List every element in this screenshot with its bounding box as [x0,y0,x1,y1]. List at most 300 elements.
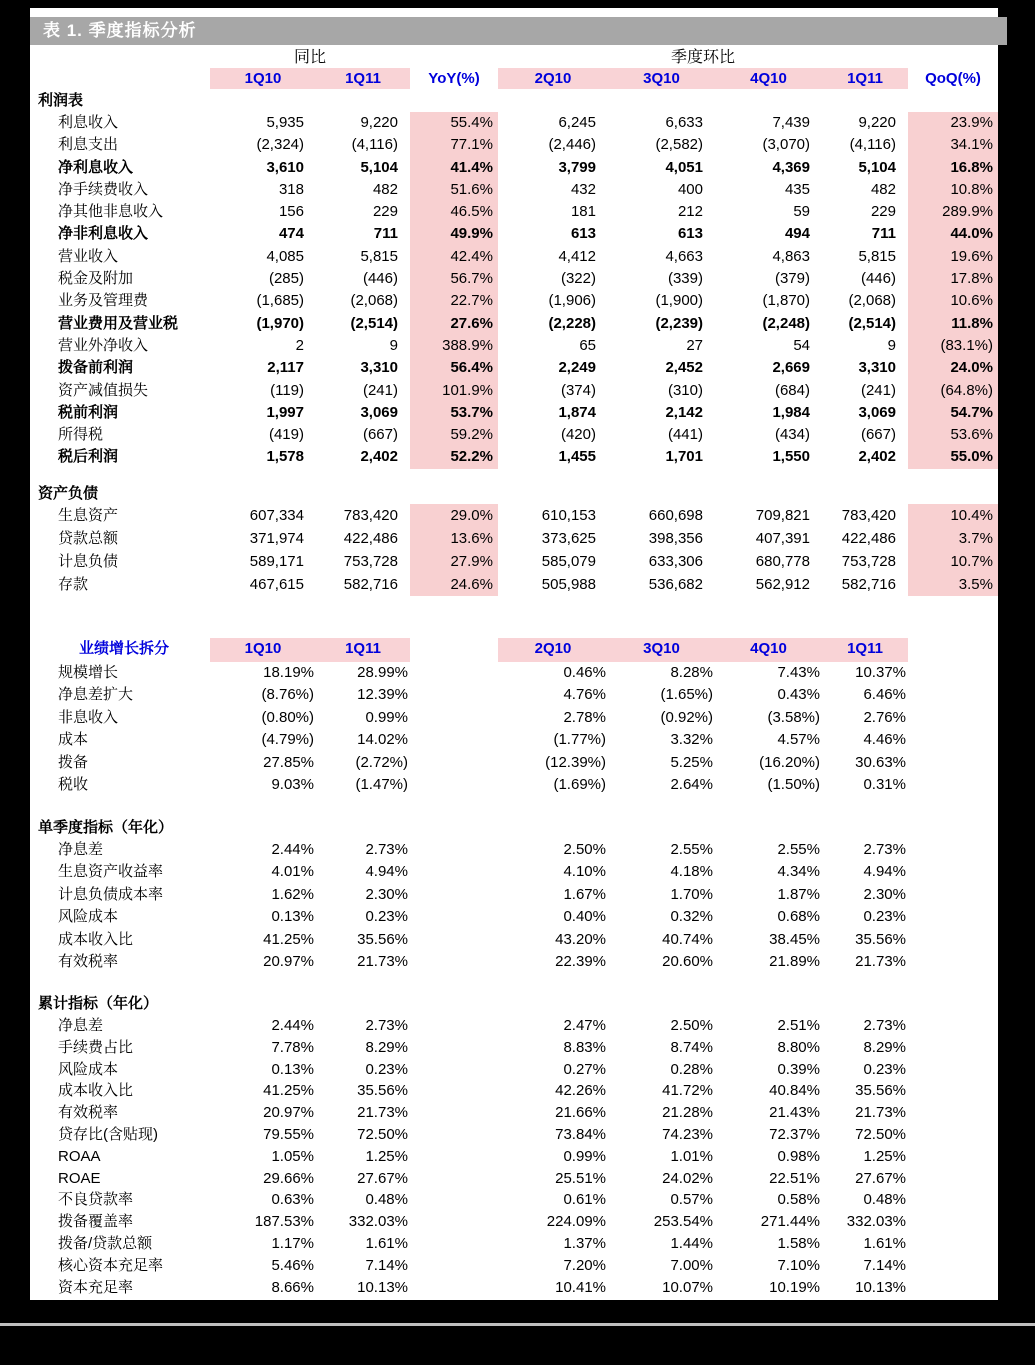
cell: 613 [677,225,703,243]
cell: 156 [278,203,304,221]
cell: 582,716 [343,576,398,593]
cell: 371,974 [249,530,304,547]
row-label: 利息收入 [58,114,119,131]
cell: 1.67% [563,885,606,903]
cell: 49.9% [410,223,498,245]
table-row [30,157,998,179]
cell: 8.29% [863,1038,906,1056]
cell: 4.76% [563,686,606,704]
section-title: 单季度指标（年化） [38,819,174,836]
row-label: 拨备 [58,753,89,771]
section-title: 利润表 [38,92,84,109]
cell: 1.01% [670,1147,713,1165]
cell: 27.85% [263,753,314,771]
cell: 10.13% [855,1278,906,1296]
cell: 72.50% [855,1125,906,1143]
cell: 2.30% [863,885,906,903]
table-row [30,335,998,357]
cell: 2.50% [670,1017,713,1034]
cell: 1.05% [271,1147,314,1165]
cell: 8.80% [777,1038,820,1056]
cell: 7.20% [563,1256,606,1274]
row-label: 成本收入比 [58,930,134,948]
row-label: 贷存比(含贴现) [58,1125,158,1143]
cell: 10.4% [908,504,998,527]
cell [410,729,498,751]
cell: 1,701 [665,448,703,466]
cell: (310) [667,381,703,399]
cell: 4.46% [863,731,906,749]
cell: 432 [570,180,596,198]
cell: 59 [793,203,810,221]
cell: 422,486 [841,530,896,547]
cell [410,662,498,684]
cell: 3,069 [858,403,896,421]
cell: 2,669 [772,359,810,377]
section-title: 资产负债 [38,485,99,502]
cell: 562,912 [755,576,810,593]
cell: 2.73% [365,841,408,858]
cell: (2,239) [655,314,703,332]
cell: 212 [677,203,703,221]
cell: 1,874 [558,403,596,421]
row-label: 税金及附加 [58,270,134,288]
cell: 10.37% [855,664,906,681]
cell: (1,906) [548,292,596,310]
table-row [30,112,998,134]
cell: 0.48% [365,1191,408,1209]
cell [908,1255,998,1277]
cell: 0.23% [863,1060,906,1078]
cell: 8.28% [670,664,713,681]
cell: 46.5% [410,201,498,223]
cell: (322) [560,270,596,288]
cell: 22.39% [555,952,606,970]
cell [410,1146,498,1168]
cell [908,662,998,684]
cell [908,1037,998,1059]
cell [410,752,498,774]
column-header: 4Q10 [715,68,822,89]
cell: 8.83% [563,1038,606,1056]
table-row [30,906,998,928]
cell: 422,486 [343,530,398,547]
cell: 187.53% [254,1213,314,1231]
cell: 2,249 [558,359,596,377]
cell: 332.03% [348,1213,408,1231]
cell: 10.6% [908,290,998,312]
cell: 1.37% [563,1234,606,1252]
cell: 3,799 [558,158,596,176]
cell: 9 [389,336,398,354]
cell: 56.7% [410,268,498,290]
column-header: 1Q10 [210,68,316,89]
section-title: 业绩增长拆分 [78,640,169,657]
row-label: 税前利润 [58,403,119,421]
cell: 1,455 [558,448,596,466]
cell: 8.74% [670,1038,713,1056]
column-header: YoY(%) [428,70,480,87]
cell: 7.00% [670,1256,713,1274]
cell: 0.99% [365,708,408,726]
cell: 101.9% [410,380,498,402]
cell: 1.58% [777,1234,820,1252]
cell: (8.76%) [261,686,314,704]
cell: 0.23% [365,908,408,926]
cell: 4.01% [271,863,314,881]
row-label: 净非利息收入 [58,225,149,243]
cell [908,1015,998,1037]
cell: 27.9% [410,550,498,573]
cell: 25.51% [555,1169,606,1187]
table-row [30,1255,998,1277]
cell: 271.44% [760,1213,820,1231]
cell: 5.25% [670,753,713,771]
cell: 21.73% [855,952,906,970]
cell: (1,870) [762,292,810,310]
cell: (1,970) [256,314,304,332]
cell [908,951,998,973]
cell: 0.39% [777,1060,820,1078]
cell: (4,116) [351,136,398,154]
table-row [30,729,998,751]
table-row [30,179,998,201]
cell: 4,663 [665,247,703,265]
cell: 7.43% [777,664,820,681]
cell: 0.57% [670,1191,713,1209]
cell [410,951,498,973]
table-row [30,1102,998,1124]
table-row [30,1168,998,1190]
cell: 12.39% [357,686,408,704]
row-label: 拨备覆盖率 [58,1213,134,1231]
cell [908,1059,998,1081]
column-header: 1Q11 [316,638,410,662]
row-label: 生息资产 [58,507,119,524]
cell: 24.02% [662,1169,713,1187]
row-label: 所得税 [58,426,104,444]
row-label: 成本 [58,731,89,749]
cell [410,884,498,906]
row-label: 核心资本充足率 [58,1256,164,1274]
cell: 680,778 [755,553,810,570]
cell: 3,310 [360,359,398,377]
cell: 0.61% [563,1191,606,1209]
cell: (83.1%) [908,335,998,357]
cell: 5,104 [360,158,398,176]
column-header-spacer [410,638,498,662]
cell: 0.99% [563,1147,606,1165]
row-label: 存款 [58,576,89,593]
cell: 77.1% [410,134,498,156]
cell: 40.84% [769,1082,820,1100]
cell: 2.73% [863,841,906,858]
table-row [30,929,998,951]
cell: 0.46% [563,664,606,681]
table-row [30,446,998,468]
section-0 [30,90,998,469]
row-label: 净息差 [58,1017,104,1034]
cell: 753,728 [343,553,398,570]
cell: 9 [887,336,896,354]
cell: 29.66% [263,1169,314,1187]
cell: (2,514) [350,314,398,332]
cell: 65 [579,336,596,354]
cell: (2,324) [256,136,304,154]
cell [410,774,498,796]
cell: 21.28% [662,1104,713,1122]
group-header-qoq: 季度环比 [670,49,735,66]
column-header-spacer [908,638,998,662]
cell: 1.61% [365,1234,408,1252]
row-label: 拨备/贷款总额 [58,1234,153,1252]
cell: 4.57% [777,731,820,749]
cell: 2.51% [777,1017,820,1034]
cell: 51.6% [410,179,498,201]
cell: 388.9% [410,335,498,357]
row-label: 税后利润 [58,448,119,466]
cell: 4.18% [670,863,713,881]
row-label: 有效税率 [58,952,119,970]
cell: 2,402 [360,448,398,466]
cell: 56.4% [410,357,498,379]
cell [908,1277,998,1299]
cell: (4.79%) [261,731,314,749]
row-label: 计息负债成本率 [58,885,164,903]
cell: 55.4% [410,112,498,134]
cell: 613 [570,225,596,243]
table-row [30,223,998,245]
cell: 400 [677,180,703,198]
table-row [30,357,998,379]
cell [410,1277,498,1299]
cell: 3,310 [858,359,896,377]
cell: 585,079 [541,553,596,570]
cell [908,1233,998,1255]
table-row [30,884,998,906]
cell: 53.6% [908,424,998,446]
cell: 753,728 [841,553,896,570]
cell: (1.69%) [553,775,606,793]
cell: 21.73% [357,952,408,970]
cell: 1.87% [777,885,820,903]
cell: 783,420 [841,507,896,524]
table-row [30,774,998,796]
cell [908,729,998,751]
cell: 1.44% [670,1234,713,1252]
cell: 9,220 [858,114,896,131]
table-row [30,246,998,268]
table-row [30,573,998,596]
cell [410,861,498,883]
section-3 [30,817,998,973]
cell: 1,578 [266,448,304,466]
cell: (2,068) [848,292,896,310]
row-label: 手续费占比 [58,1038,134,1056]
cell: 482 [372,180,398,198]
cell: (446) [860,270,896,288]
row-label: 净其他非息收入 [58,203,164,221]
cell: 0.63% [271,1191,314,1209]
row-label: 有效税率 [58,1104,119,1122]
column-header: 1Q11 [316,68,410,89]
cell: (1,685) [256,292,304,310]
cell: (379) [774,270,810,288]
cell [908,884,998,906]
cell: 35.56% [855,930,906,948]
cell: 27.67% [855,1169,906,1187]
row-label: 非息收入 [58,708,119,726]
cell: (64.8%) [908,380,998,402]
cell: 2,452 [665,359,703,377]
cell [410,1233,498,1255]
cell: 4.94% [863,863,906,881]
cell: 4.94% [365,863,408,881]
row-label: 规模增长 [58,664,119,681]
cell: 38.45% [769,930,820,948]
cell: 224.09% [546,1213,606,1231]
column-header: 3Q10 [608,638,715,662]
cell: 4,051 [665,158,703,176]
cell: 42.26% [555,1082,606,1100]
cell [908,1168,998,1190]
cell: 3.32% [670,731,713,749]
cell: 27.6% [410,313,498,335]
cell: 181 [570,203,596,221]
cell: 19.6% [908,246,998,268]
cell: 1.25% [365,1147,408,1165]
cell: 2,402 [858,448,896,466]
cell: 41.72% [662,1082,713,1100]
cell: (4,116) [849,136,896,154]
row-label: 净息差 [58,841,104,858]
row-label: 净息差扩大 [58,686,134,704]
cell: 1,984 [772,403,810,421]
cell [410,839,498,861]
table-row [30,1211,998,1233]
cell: 0.68% [777,908,820,926]
cell: 21.43% [769,1104,820,1122]
cell: (119) [270,381,304,399]
group-header-yoy: 同比 [293,49,326,66]
table-row [30,504,998,527]
cell: 73.84% [555,1125,606,1143]
cell: 0.43% [777,686,820,704]
cell: 2.47% [563,1017,606,1034]
row-label: 资产减值损失 [58,381,149,399]
cell: 709,821 [755,507,810,524]
cell: 5,815 [858,247,896,265]
cell: 22.7% [410,290,498,312]
cell: (285) [268,270,304,288]
cell: 5.46% [271,1256,314,1274]
column-header: 1Q11 [822,638,908,662]
cell: 17.8% [908,268,998,290]
cell: 20.60% [662,952,713,970]
cell: 4,369 [772,158,810,176]
cell: 435 [784,180,810,198]
group-header-row [30,48,998,68]
column-header: 2Q10 [498,638,608,662]
cell: 3.5% [908,573,998,596]
cell: 10.19% [769,1278,820,1296]
cell: 44.0% [908,223,998,245]
cell: (1,900) [655,292,703,310]
cell: 29.0% [410,504,498,527]
cell: 1,550 [772,448,810,466]
cell: 20.97% [263,1104,314,1122]
cell [410,707,498,729]
cell: 318 [278,180,304,198]
cell: 482 [870,180,896,198]
cell: (419) [268,426,304,444]
cell: 4.34% [777,863,820,881]
cell: 10.8% [908,179,998,201]
column-header: 1Q11 [822,68,908,89]
cell: 9,220 [360,114,398,131]
column-header-spacer [30,68,210,89]
cell: 467,615 [249,576,304,593]
cell: 4,085 [266,247,304,265]
cell: (241) [860,381,896,399]
cell: 2.78% [563,708,606,726]
cell [410,929,498,951]
cell: (241) [362,381,398,399]
row-label: 净手续费收入 [58,180,149,198]
cell: 2.44% [271,1017,314,1034]
cell: 2 [295,336,304,354]
bottom-rule [0,1323,1035,1326]
row-label: 风险成本 [58,908,119,926]
cell: 8.29% [365,1038,408,1056]
cell: 0.98% [777,1147,820,1165]
cell: 5,815 [360,247,398,265]
cell: 79.55% [263,1125,314,1143]
cell [908,839,998,861]
cell: 7,439 [772,114,810,131]
cell: (1.65%) [660,686,713,704]
cell: 332.03% [846,1213,906,1231]
cell: (3.58%) [767,708,820,726]
cell: (3,070) [762,136,810,154]
cell: 660,698 [648,507,703,524]
cell [908,684,998,706]
row-label: 不良贷款率 [58,1191,134,1209]
cell: 0.48% [863,1191,906,1209]
cell: 2.55% [670,841,713,858]
cell: (667) [860,426,896,444]
cell: 41.25% [263,930,314,948]
cell: 0.31% [863,775,906,793]
cell: 30.63% [855,753,906,771]
cell: 0.23% [365,1060,408,1078]
cell [908,1102,998,1124]
column-header-row [30,68,998,89]
row-label: ROAE [58,1169,101,1187]
cell: 74.23% [662,1125,713,1143]
table-row [30,662,998,684]
cell: 24.6% [410,573,498,596]
cell: 0.40% [563,908,606,926]
cell: 43.20% [555,930,606,948]
cell: 0.13% [271,1060,314,1078]
cell: 0.32% [670,908,713,926]
cell: 289.9% [908,201,998,223]
cell: 4,412 [558,247,596,265]
table-row [30,201,998,223]
cell: 34.1% [908,134,998,156]
row-label: 税收 [58,775,89,793]
